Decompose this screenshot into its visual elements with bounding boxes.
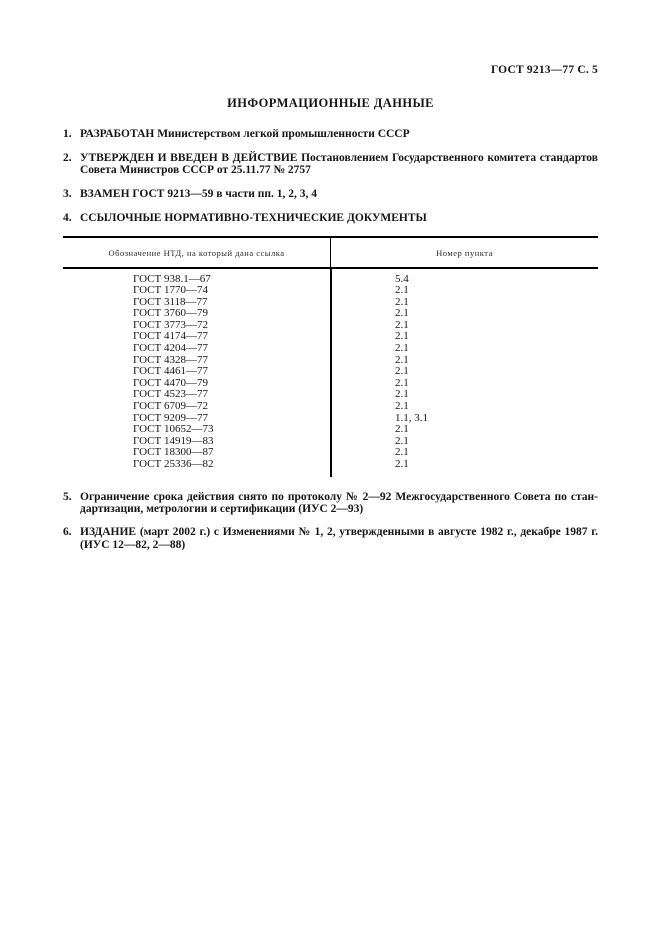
item-number: 3.	[63, 188, 72, 201]
ntd-cell: ГОСТ 6709—72	[133, 400, 208, 413]
item-line: ВЗАМЕН ГОСТ 9213—59 в части пп. 1, 2, 3, 4	[80, 188, 318, 201]
item-number: 1.	[63, 128, 72, 140]
table-body	[63, 269, 598, 477]
punkt-cell: 2.1	[395, 458, 409, 471]
ntd-cell: ГОСТ 4523—77	[133, 388, 208, 401]
numbered-items-top	[63, 128, 598, 225]
punkt-cell: 2.1	[395, 353, 409, 366]
punkt-cell: 5.4	[395, 272, 409, 285]
punkt-cell: 2.1	[395, 330, 409, 343]
ntd-cell: ГОСТ 14919—83	[133, 434, 214, 447]
ntd-cell: ГОСТ 3773—72	[133, 318, 208, 331]
list-item-1	[63, 128, 598, 141]
item-number: 6.	[63, 526, 72, 539]
punkt-cell: 2.1	[395, 434, 409, 447]
punkt-cell: 2.1	[395, 423, 409, 436]
ntd-cell: ГОСТ 4328—77	[133, 353, 208, 366]
column-divider	[330, 269, 332, 477]
item-line: РАЗРАБОТАН Министерством легкой промышленности СССР	[80, 128, 410, 140]
page-title: ИНФОРМАЦИОННЫЕ ДАННЫЕ	[227, 96, 434, 110]
ntd-cell: ГОСТ 4470—79	[133, 376, 208, 389]
column-header-ntd: Обозначение НТД, на который дана ссылка	[108, 247, 285, 258]
punkt-cell: 2.1	[395, 284, 409, 297]
ntd-cell: ГОСТ 1770—74	[133, 284, 208, 297]
ntd-cell: ГОСТ 4174—77	[133, 330, 208, 343]
punkt-cell: 2.1	[395, 307, 409, 320]
item-line: дартизации, метрологии и сертификации (ИУС 2—93)	[80, 503, 364, 516]
punkt-cell: 2.1	[395, 342, 409, 355]
item-number: 5.	[63, 490, 72, 503]
item-line: УТВЕРЖДЕН И ВВЕДЕН В ДЕЙСТВИЕ Постановлением Государственного комитета стандартов	[80, 151, 598, 164]
punkt-cell: 2.1	[395, 295, 409, 308]
punkt-cell: 2.1	[395, 376, 409, 389]
ntd-cell: ГОСТ 9209—77	[133, 411, 208, 424]
list-item-4	[63, 212, 598, 225]
punkt-cell: 2.1	[395, 446, 409, 459]
item-line: ИЗДАНИЕ (март 2002 г.) с Изменениями № 1, 2, утвержденными в августе 1982 г., декабре 1987 г.	[80, 526, 598, 539]
punkt-cell: 2.1	[395, 388, 409, 401]
ntd-cell: ГОСТ 4204—77	[133, 342, 208, 355]
ntd-cell: ГОСТ 4461—77	[133, 365, 208, 378]
punkt-cell: 1.1, 3.1	[395, 411, 428, 424]
ntd-cell: ГОСТ 3760—79	[133, 307, 208, 320]
list-item-3	[63, 188, 598, 201]
reference-documents-table	[63, 236, 598, 477]
ntd-cell: ГОСТ 18300—87	[133, 446, 214, 459]
item-line: Совета Министров СССР от 25.11.77 № 2757	[80, 164, 311, 177]
column-header-punkt: Номер пункта	[330, 238, 598, 267]
ntd-cell: ГОСТ 938.1—67	[133, 272, 211, 285]
numbered-items-bottom	[63, 491, 598, 552]
list-item-2	[63, 152, 598, 177]
list-item-5	[63, 491, 598, 516]
list-item-6	[63, 526, 598, 551]
punkt-cell: 2.1	[395, 365, 409, 378]
item-line: (ИУС 12—82, 2—88)	[80, 538, 186, 551]
table-header-row	[63, 238, 598, 269]
item-number: 4.	[63, 211, 72, 224]
item-line: ССЫЛОЧНЫЕ НОРМАТИВНО-ТЕХНИЧЕСКИЕ ДОКУМЕНТЫ	[80, 211, 427, 224]
ntd-cell: ГОСТ 3118—77	[133, 295, 208, 308]
item-line: Ограничение срока действия снято по протоколу № 2—92 Межгосударственного Совета по стан-	[80, 490, 598, 503]
ntd-cell: ГОСТ 10652—73	[133, 423, 214, 436]
punkt-cell: 2.1	[395, 400, 409, 413]
ntd-cell: ГОСТ 25336—82	[133, 458, 214, 471]
punkt-cell: 2.1	[395, 318, 409, 331]
item-number: 2.	[63, 151, 72, 164]
document-reference: ГОСТ 9213—77 С. 5	[490, 64, 598, 76]
